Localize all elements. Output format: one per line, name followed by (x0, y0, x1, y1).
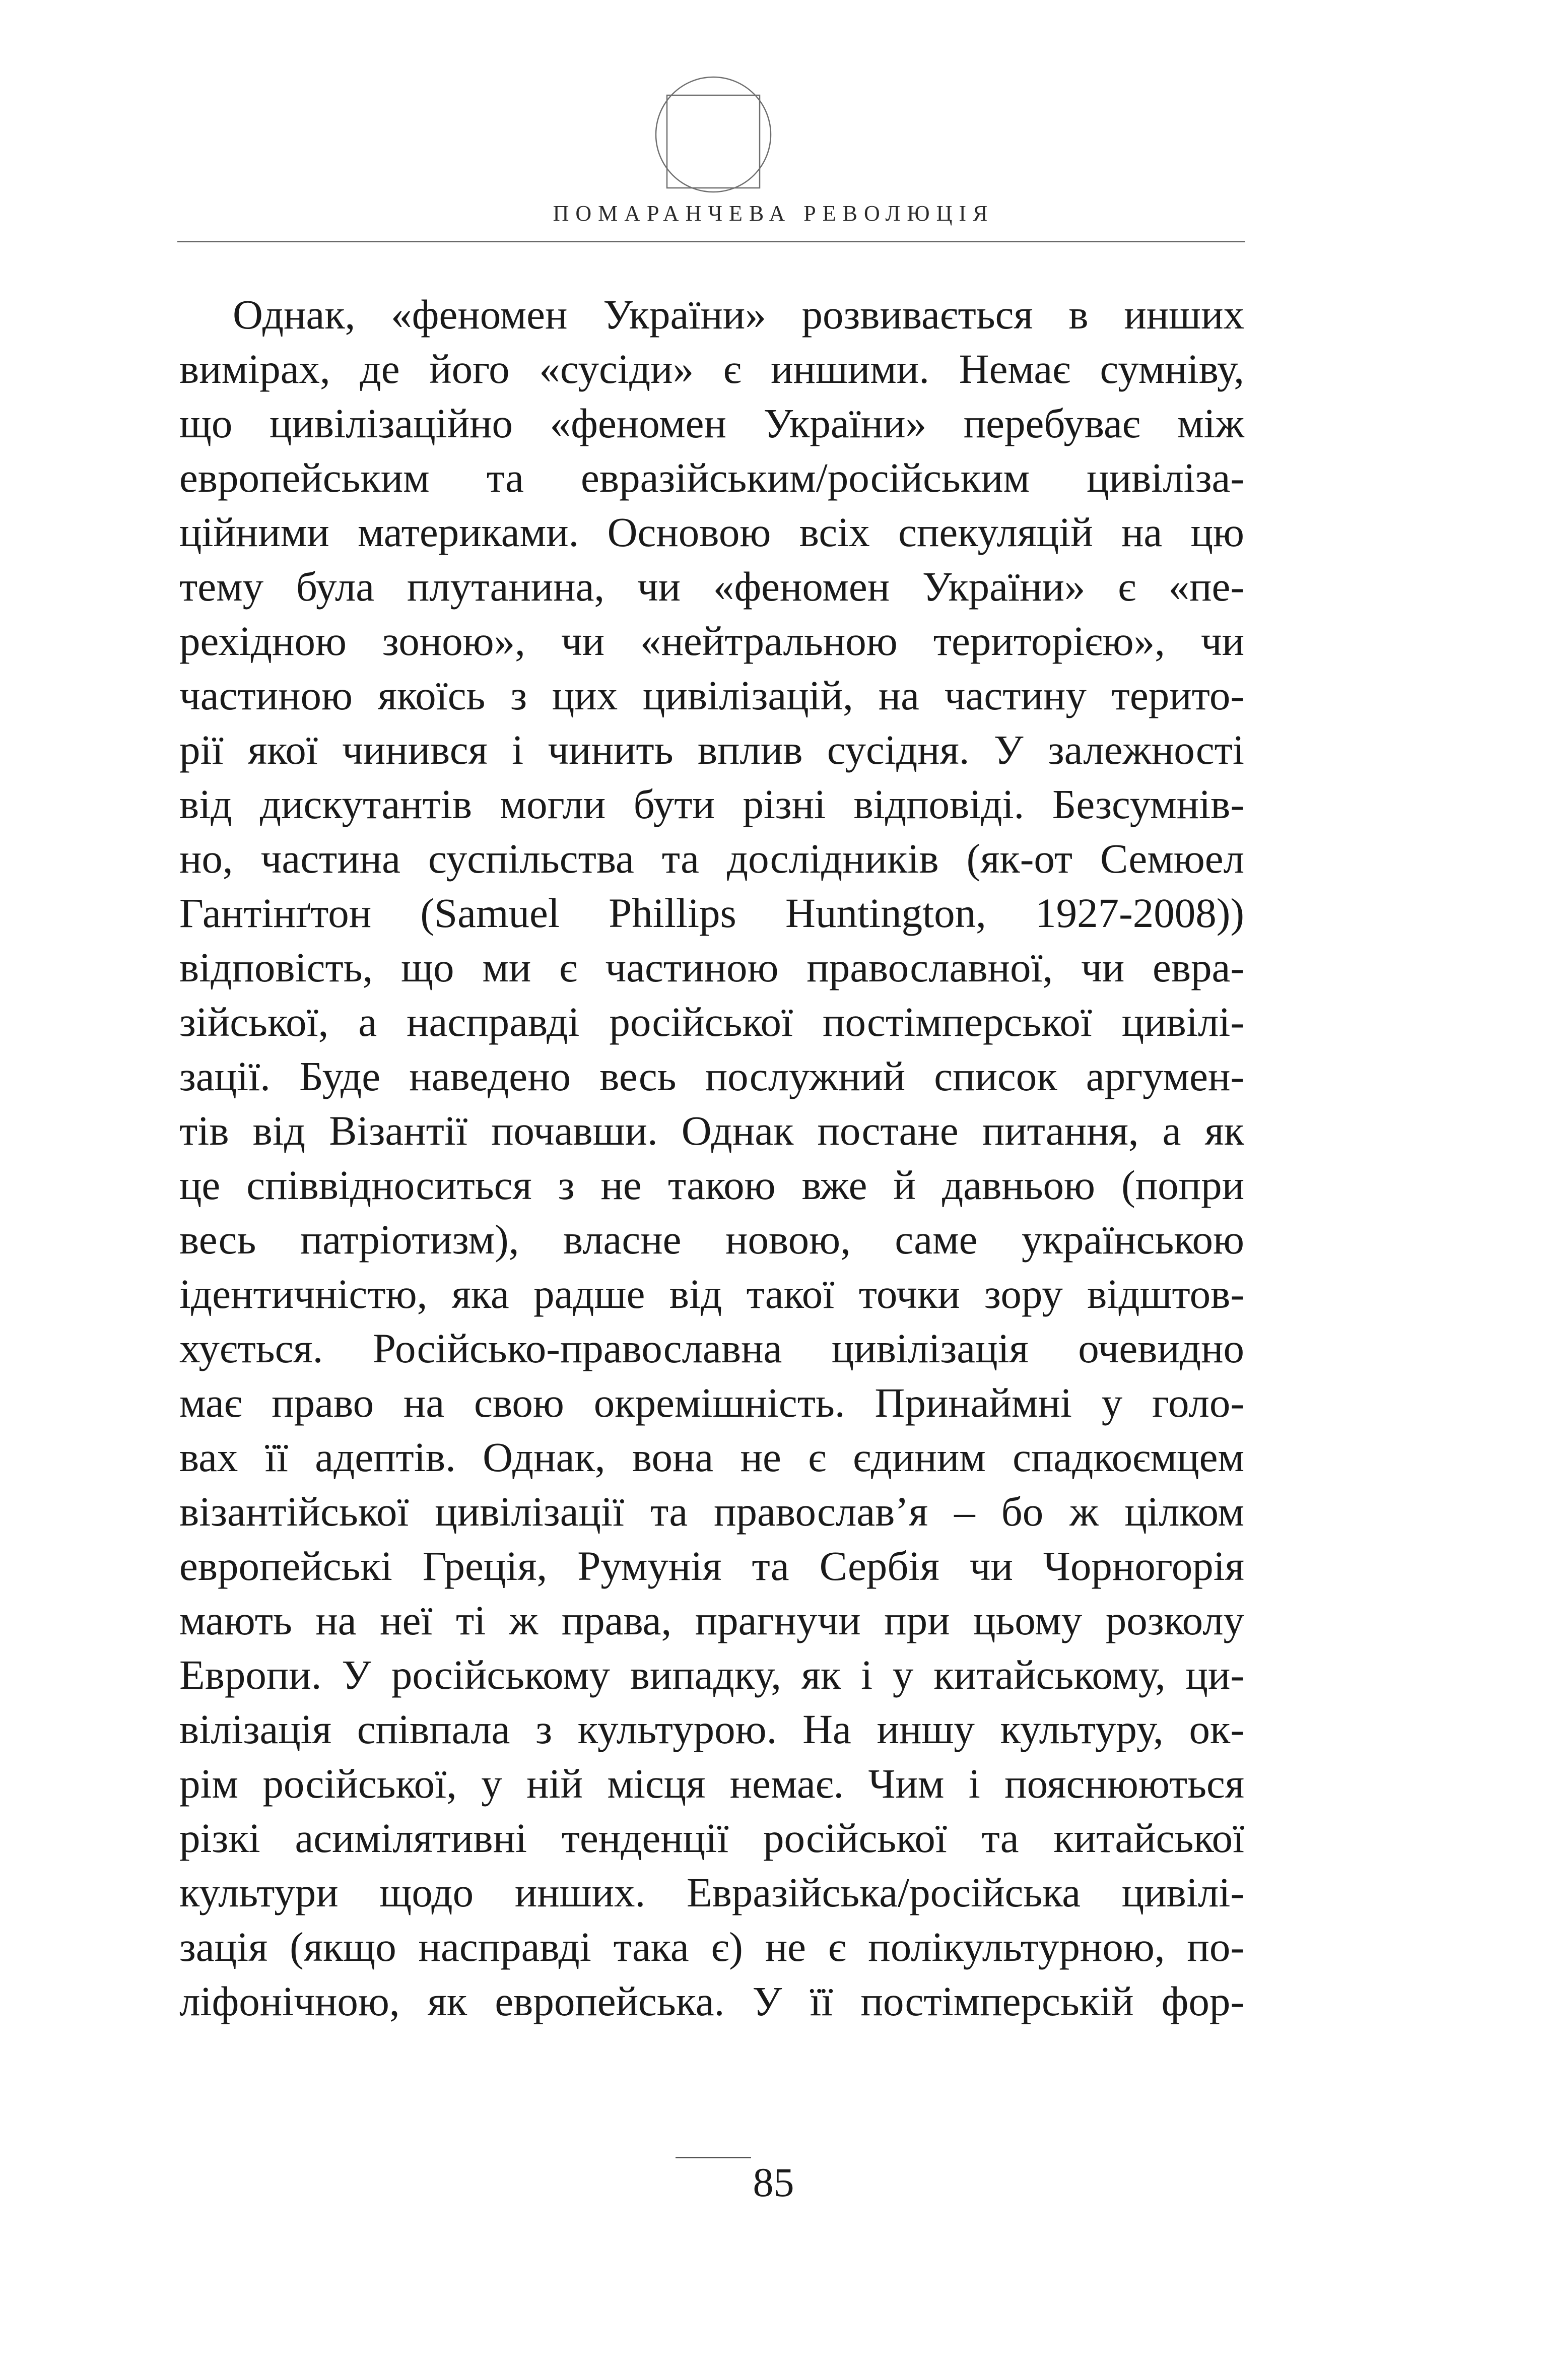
text-line: культури щодо инших. Евразійська/російська цивілі- (179, 1869, 1244, 1915)
text-line: відповість, що ми є частиною православної, чи евра- (179, 944, 1244, 990)
text-line: рім російської, у ній місця немає. Чим і пояснюються (179, 1760, 1244, 1807)
text-line: мають на неї ті ж права, прагнучи при цьому розколу (179, 1597, 1244, 1643)
text-line: вимірах, де його «сусіди» є иншими. Немає сумніву, (179, 346, 1244, 392)
text-line: Европи. У російському випадку, як і у китайському, ци- (179, 1651, 1244, 1698)
text-line: зації. Буде наведено весь послужний список аргумен- (179, 1053, 1244, 1099)
text-line: зійської, а насправді російської постімперської цивілі- (179, 999, 1244, 1045)
text-line: має право на свою окремішність. Принаймні у голо- (179, 1379, 1244, 1426)
text-line: рехідною зоною», чи «нейтральною територією», чи (179, 618, 1244, 664)
text-line: ліфонічною, як европейська. У її постімперській фор- (179, 1978, 1244, 2024)
text-line: ідентичністю, яка радше від такої точки зору відштов- (179, 1271, 1244, 1317)
text-line: хується. Російсько-православна цивілізація очевидно (179, 1325, 1244, 1371)
text-line: це співвідноситься з не такою вже й давньою (попри (179, 1162, 1244, 1208)
circle-square-emblem (654, 76, 772, 193)
text-line: вах її адептів. Однак, вона не є єдиним спадкоємцем (179, 1434, 1244, 1480)
text-line: европейські Греція, Румунія та Сербія чи Чорногорія (179, 1543, 1244, 1589)
header-rule (177, 241, 1245, 242)
body-paragraph (179, 287, 1244, 2028)
text-line: ційними материками. Основою всіх спекуляцій на цю (179, 509, 1244, 555)
text-line: Однак, «феномен України» розвивається в инших (233, 291, 1244, 338)
text-line: частиною якоїсь з цих цивілізацій, на частину терито- (179, 672, 1244, 718)
text-line: тему була плутанина, чи «феномен України» є «пе- (179, 563, 1244, 610)
text-line: зація (якщо насправді така є) не є полікультурною, по- (179, 1924, 1244, 1970)
page-number: 85 (753, 2159, 794, 2205)
text-line: від дискутантів могли бути різні відповіді. Безсумнів- (179, 781, 1244, 827)
text-line: візантійської цивілізації та православ’я – бо ж цілком (179, 1488, 1244, 1535)
text-line: европейським та евразійським/російським цивіліза- (179, 454, 1244, 501)
text-line: но, частина суспільства та дослідників (як-от Семюел (179, 835, 1244, 882)
text-line: рії якої чинився і чинить вплив сусідня. У залежності (179, 726, 1244, 773)
text-line: Гантінґтон (Samuel Phillips Huntington, 1927-2008)) (179, 890, 1244, 936)
text-line: весь патріотизм), власне новою, саме українською (179, 1216, 1244, 1263)
text-line: що цивілізаційно «феномен України» перебуває між (179, 400, 1244, 446)
text-line: вілізація співпала з культурою. На иншу культуру, ок- (179, 1706, 1244, 1752)
running-head: ПОМАРАНЧЕВА РЕВОЛЮЦІЯ (553, 201, 994, 226)
text-line: різкі асимілятивні тенденції російської та китайської (179, 1815, 1244, 1861)
text-line: тів від Візантії почавши. Однак постане питання, а як (179, 1107, 1244, 1154)
